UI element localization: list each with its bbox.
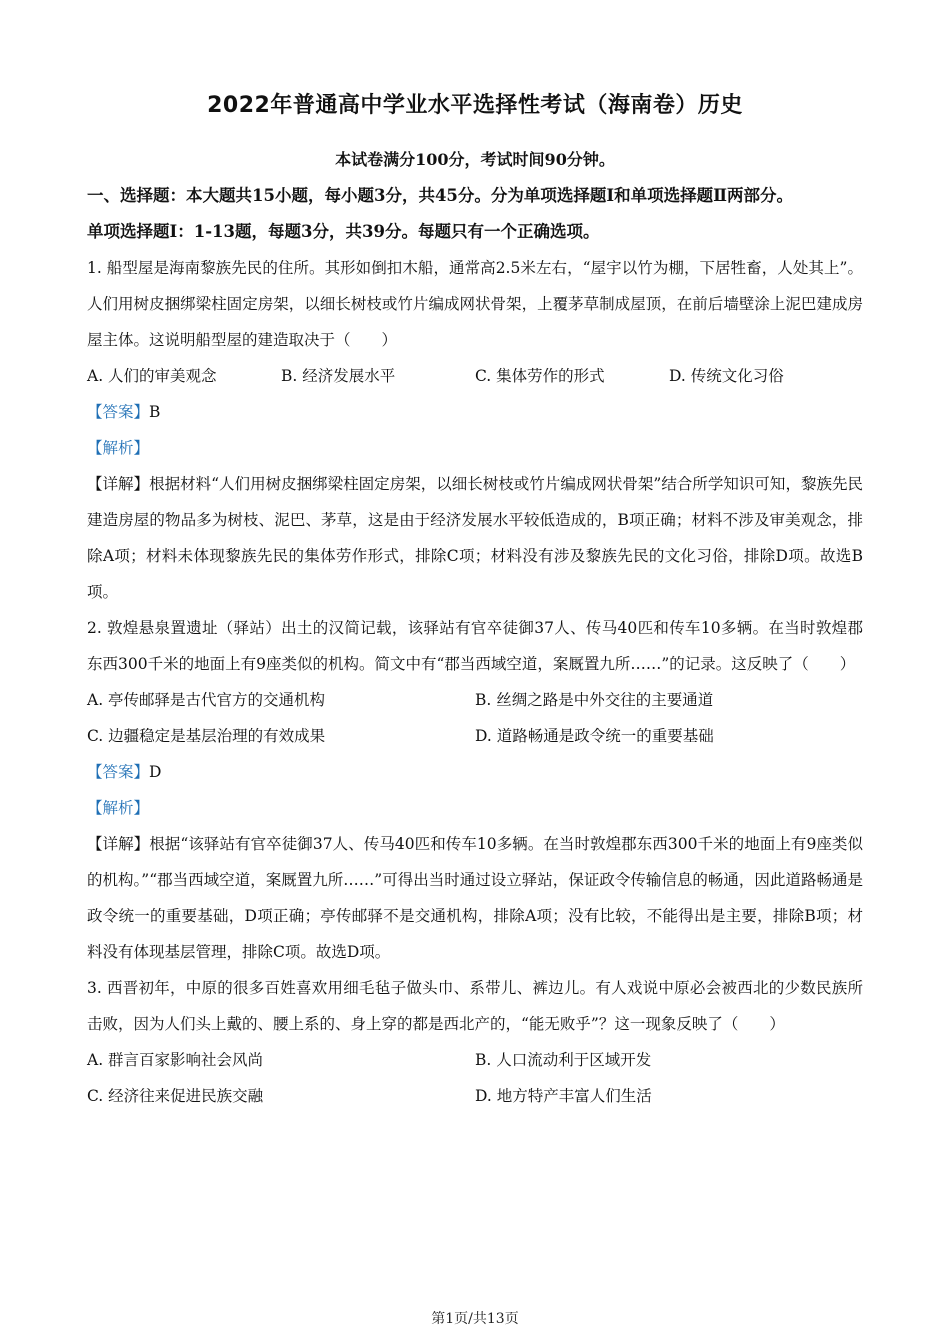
- content: [87, 178, 863, 1114]
- q3-option-b: B. 人口流动利于区域开发: [475, 1051, 652, 1069]
- question-3-options-row1: [87, 1042, 863, 1078]
- question-2-options-row1: [87, 682, 863, 718]
- answer-label: 【答案】: [87, 403, 150, 421]
- question-2-options-row2: [87, 718, 863, 754]
- detail-label: 【详解】: [87, 835, 150, 853]
- q1-option-d: D. 传统文化习俗: [669, 367, 784, 385]
- answer-label: 【答案】: [87, 763, 150, 781]
- q2-answer-line: [87, 754, 863, 790]
- q1-answer: B: [149, 403, 161, 421]
- exam-info: 本试卷满分100分，考试时间90分钟。: [335, 150, 615, 169]
- q1-answer-line: [87, 394, 863, 430]
- q2-option-a: A. 亭传邮驿是古代官方的交通机构: [87, 691, 326, 709]
- question-1-options: [87, 358, 863, 394]
- question-1-stem: 1. 船型屋是海南黎族先民的住所。其形如倒扣木船，通常高2.5米左右，“屋宇以竹为棚，下居牲畜，人处其上”。人们用树皮捆绑梁柱固定房架，以细长树枝或竹片编成网状骨架，上覆茅草制成屋顶，在前后墙壁涂上泥巴建成房屋主体。这说明船型屋的建造取决于（ ）: [87, 259, 863, 349]
- q1-option-b: B. 经济发展水平: [281, 367, 396, 385]
- q2-option-b: B. 丝绸之路是中外交往的主要通道: [475, 691, 714, 709]
- question-3-options-row2: [87, 1078, 863, 1114]
- page-title: 2022年普通高中学业水平选择性考试（海南卷）历史: [207, 93, 743, 118]
- q2-answer: D: [149, 763, 162, 781]
- q1-option-c: C. 集体劳作的形式: [475, 367, 605, 385]
- detail-label: 【详解】: [87, 475, 150, 493]
- q2-detail-text: 根据“该驿站有官卒徒御37人、传马40匹和传车10多辆。在当时敦煌郡东西300千米的地面上有9座类似的机构。”“郡当西域空道，案厩置九所……”可得出当时通过设立驿站，保证政令传输信息的畅通，因此道路畅通是政令统一的重要基础，D项正确；亭传邮驿不是交通机构，排除A项；没有比较，不能得出是主要，排除B项；材料没有体现基层管理，排除C项。故选D项。: [87, 835, 863, 961]
- page-number: 第1页/共13页: [431, 1311, 519, 1327]
- q2-analysis-label: 【解析】: [87, 799, 150, 817]
- q2-option-d: D. 道路畅通是政令统一的重要基础: [475, 727, 714, 745]
- q1-analysis-label: 【解析】: [87, 439, 150, 457]
- question-2-stem: 2. 敦煌悬泉置遗址（驿站）出土的汉简记载，该驿站有官卒徒御37人、传马40匹和传车10多辆。在当时敦煌郡东西300千米的地面上有9座类似的机构。简文中有“郡当西域空道，案厩置九所……”的记录。这反映了（ ）: [87, 619, 863, 673]
- q3-option-c: C. 经济往来促进民族交融: [87, 1087, 264, 1105]
- q1-detail: [87, 466, 863, 610]
- q1-option-a: A. 人们的审美观念: [87, 367, 217, 385]
- q1-detail-text: 根据材料“人们用树皮捆绑梁柱固定房架，以细长树枝或竹片编成网状骨架”结合所学知识可知，黎族先民建造房屋的物品多为树枝、泥巴、茅草，这是由于经济发展水平较低造成的，B项正确；材料不涉及审美观念，排除A项；材料未体现黎族先民的集体劳作形式，排除C项；材料没有涉及黎族先民的文化习俗，排除D项。故选B项。: [87, 475, 863, 601]
- question-3-stem: 3. 西晋初年，中原的很多百姓喜欢用细毛毡子做头巾、系带儿、裤边儿。有人戏说中原必会被西北的少数民族所击败，因为人们头上戴的、腰上系的、身上穿的都是西北产的，“能无败乎”？这一现象反映了（ ）: [87, 979, 863, 1033]
- part-header: 单项选择题Ⅰ：1-13题，每题3分，共39分。每题只有一个正确选项。: [87, 222, 600, 241]
- q2-option-c: C. 边疆稳定是基层治理的有效成果: [87, 727, 326, 745]
- q3-option-a: A. 群言百家影响社会风尚: [87, 1051, 264, 1069]
- q3-option-d: D. 地方特产丰富人们生活: [475, 1087, 652, 1105]
- q2-detail: [87, 826, 863, 970]
- section-header: 一、选择题：本大题共15小题，每小题3分，共45分。分为单项选择题Ⅰ和单项选择题Ⅱ两部分。: [87, 186, 794, 205]
